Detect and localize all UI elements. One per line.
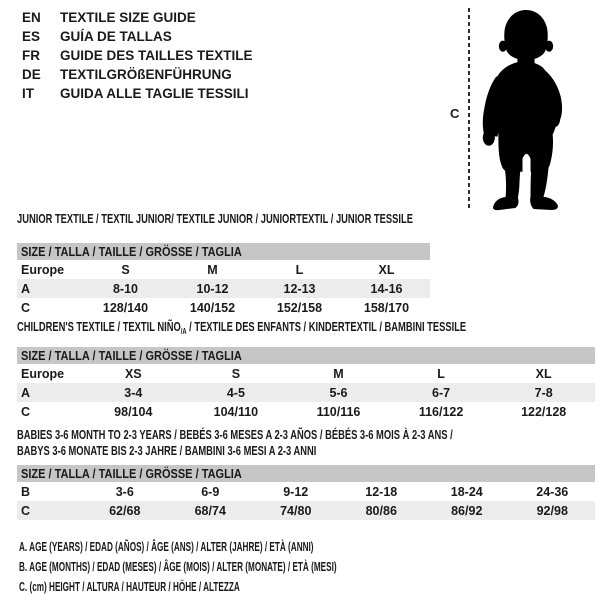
junior-heading — [17, 211, 595, 227]
table-cell: 74/80 — [280, 503, 312, 518]
language-item — [22, 8, 253, 27]
table-cell: 62/68 — [109, 503, 141, 518]
size-table-header-text: SIZE / TALLA / TAILLE / GRÖSSE / TAGLIA — [21, 466, 242, 481]
table-cell: 86/92 — [451, 503, 483, 518]
height-measure-figure — [450, 6, 585, 214]
table-row — [17, 501, 595, 520]
language-item — [22, 27, 253, 46]
table-row — [17, 383, 595, 402]
footnote-c — [19, 577, 523, 597]
table-cell: 104/110 — [213, 404, 259, 419]
table-cell: 24-36 — [536, 484, 569, 499]
children-heading-pre: CHILDREN'S TEXTILE / TEXTIL NIÑO — [17, 319, 181, 334]
babies-size-table — [17, 465, 595, 520]
section-junior — [17, 211, 595, 317]
row-label: A — [21, 281, 31, 296]
section-babies — [17, 427, 595, 520]
table-cell: 12-18 — [365, 484, 398, 499]
table-cell: 128/140 — [102, 300, 149, 315]
table-cell: 9-12 — [283, 484, 309, 499]
table-cell: 116/122 — [418, 404, 464, 419]
footnote-c-text: C. (cm) HEIGHT / ALTURA / HAUTEUR / HÖHE / ALTEZZA — [19, 579, 240, 594]
table-row — [17, 298, 430, 317]
babies-heading-line1-text: BABIES 3-6 MONTH TO 2-3 YEARS / BEBÉS 3-6 MESES A 2-3 AÑOS / BÉBÉS 3-6 MOIS À 2-3 ANS / — [17, 427, 453, 442]
table-row — [17, 482, 595, 501]
footnote-b-text: B. AGE (MONTHS) / EDAD (MESES) / ÂGE (MOIS) / ALTER (MONATE) / ETÀ (MESI) — [19, 559, 337, 574]
language-code: ES — [22, 29, 41, 44]
language-code: EN — [22, 10, 41, 25]
size-table-header — [17, 243, 430, 260]
babies-heading-line2-text: BABYS 3-6 MONATE BIS 2-3 JAHRE / BAMBINI 3-6 MESI A 2-3 ANNI — [17, 443, 317, 458]
table-cell: 8-10 — [112, 281, 139, 296]
row-label: Europe — [21, 262, 65, 277]
table-cell: 5-6 — [329, 385, 348, 400]
table-cell: 110/116 — [316, 404, 361, 419]
row-label: Europe — [21, 366, 65, 381]
children-heading-sub: /A — [180, 327, 187, 336]
table-cell: 80/86 — [365, 503, 397, 518]
row-label: B — [21, 484, 31, 499]
footnote-b — [19, 557, 523, 577]
footnote-a — [19, 537, 523, 557]
table-cell: S — [231, 366, 241, 381]
table-cell: 10-12 — [196, 281, 229, 296]
language-label: GUÍA DE TALLAS — [60, 29, 172, 44]
footnote-legend — [19, 537, 523, 597]
table-cell: 4-5 — [226, 385, 245, 400]
language-title-list — [22, 8, 253, 103]
table-cell: XL — [535, 366, 552, 381]
table-cell: XS — [124, 366, 142, 381]
language-code: IT — [22, 86, 34, 101]
language-item — [22, 46, 253, 65]
size-table-header — [17, 465, 595, 482]
size-table-header-text: SIZE / TALLA / TAILLE / GRÖSSE / TAGLIA — [21, 348, 242, 363]
toddler-silhouette-image — [478, 6, 574, 212]
table-cell: 3-6 — [115, 484, 134, 499]
table-row — [17, 364, 595, 383]
section-children — [17, 319, 595, 421]
table-cell: 158/170 — [363, 300, 410, 315]
babies-heading-line2 — [17, 443, 595, 459]
children-heading-text — [17, 319, 466, 340]
table-cell: 3-4 — [124, 385, 143, 400]
language-label: GUIDE DES TAILLES TEXTILE — [60, 48, 253, 63]
row-label: C — [21, 503, 31, 518]
language-code: FR — [22, 48, 40, 63]
size-table-header — [17, 347, 595, 364]
language-code: DE — [22, 67, 41, 82]
table-cell: 152/158 — [276, 300, 323, 315]
footnote-a-text: A. AGE (YEARS) / EDAD (AÑOS) / ÂGE (ANS) / ALTER (JAHRE) / ETÀ (ANNI) — [19, 539, 314, 554]
table-row — [17, 402, 595, 421]
measure-c-label: C — [450, 106, 460, 121]
language-label: GUIDA ALLE TAGLIE TESSILI — [60, 86, 249, 101]
table-cell: 122/128 — [521, 404, 567, 419]
table-cell: M — [207, 262, 218, 277]
table-cell: S — [121, 262, 130, 277]
table-row — [17, 279, 430, 298]
table-cell: 18-24 — [450, 484, 483, 499]
table-cell: 140/152 — [189, 300, 236, 315]
table-cell: 12-13 — [283, 281, 316, 296]
row-label: C — [21, 300, 31, 315]
language-label: TEXTILE SIZE GUIDE — [60, 10, 196, 25]
table-cell: 68/74 — [194, 503, 226, 518]
junior-size-table — [17, 243, 430, 317]
table-cell: XL — [378, 262, 395, 277]
size-table-header-text: SIZE / TALLA / TAILLE / GRÖSSE / TAGLIA — [21, 244, 242, 259]
table-cell: 6-7 — [432, 385, 451, 400]
junior-heading-text: JUNIOR TEXTILE / TEXTIL JUNIOR/ TEXTILE JUNIOR / JUNIORTEXTIL / JUNIOR TESSILE — [17, 211, 413, 226]
table-cell: M — [333, 366, 344, 381]
row-label: A — [21, 385, 31, 400]
table-cell: 7-8 — [534, 385, 553, 400]
table-cell: L — [295, 262, 304, 277]
language-item — [22, 84, 253, 103]
table-cell: L — [437, 366, 445, 381]
children-heading-post: / TEXTILE DES ENFANTS / KINDERTEXTIL / BAMBINI TESSILE — [186, 319, 467, 334]
babies-heading-line1 — [17, 427, 595, 443]
height-dashed-line — [468, 8, 470, 209]
table-cell: 92/98 — [536, 503, 568, 518]
table-cell: 6-9 — [201, 484, 220, 499]
table-cell: 98/104 — [114, 404, 153, 419]
language-item — [22, 65, 253, 84]
row-label: C — [21, 404, 31, 419]
children-size-table — [17, 347, 595, 421]
table-cell: 14-16 — [370, 281, 403, 296]
children-heading — [17, 319, 595, 335]
language-label: TEXTILGRÖßENFÜHRUNG — [60, 67, 232, 82]
table-row — [17, 260, 430, 279]
